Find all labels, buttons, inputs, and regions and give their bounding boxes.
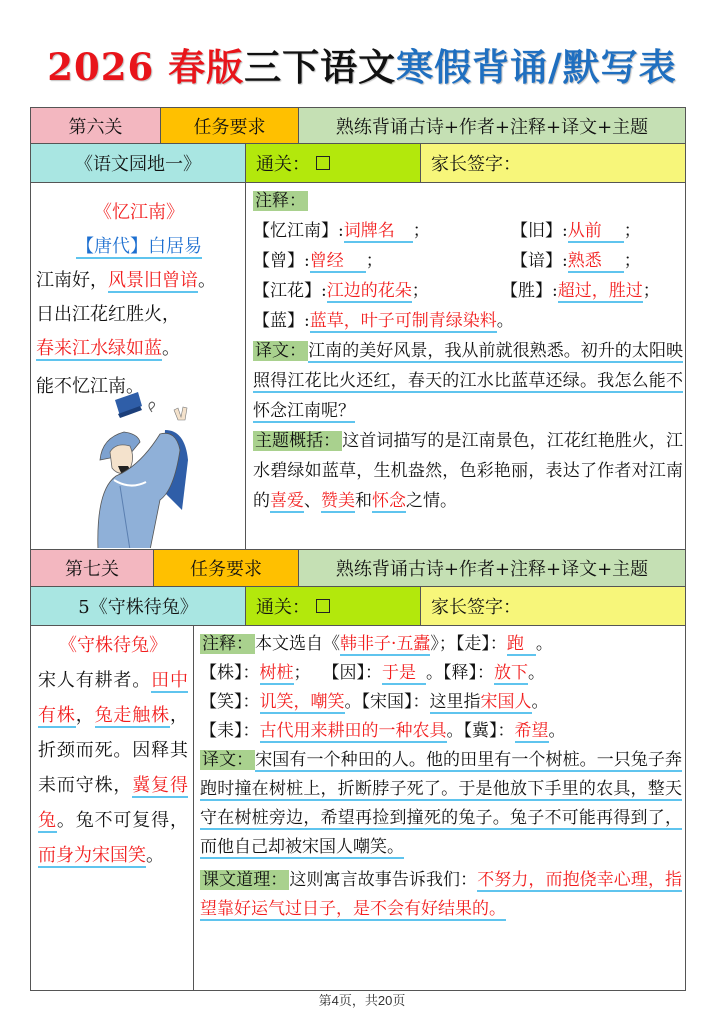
poem-text <box>36 196 242 404</box>
notes2-row-2: 【株】：树桩； 【因】：于是 。【释】：放下。 <box>200 663 545 683</box>
translation-block <box>253 336 683 426</box>
lesson-meaning-intro: 这则寓言故事告诉我们： <box>289 870 478 890</box>
translation-text-2: 宋国有一个种田的人。他的田里有一个树桩。一只兔子奔跑时撞在树桩上，折断脖子死了。于是他放下手里的农具，整天守在树桩旁边，希望再捡到撞死的兔子。兔子不可能再得到了，而他自己却被宋国人嘲笑。 <box>200 750 683 857</box>
notes-row-1: 【忆江南】:词牌名 ； 【旧】:从前 ； <box>253 221 641 241</box>
pass-label-2: 通关： <box>256 597 310 618</box>
pass-checkbox-2[interactable] <box>316 599 330 613</box>
title-year-edition: 2026 春版 <box>47 45 245 89</box>
pass-cell <box>245 143 421 183</box>
notes-row-2: 【曾】:曾经 ； 【谙】:熟悉 ； <box>253 251 641 271</box>
notes2-row-3: 【笑】：讥笑，嘲笑。【宋国】：这里指宋国人。 <box>200 692 549 712</box>
notes-row-4: 【蓝】:蓝草，叶子可制青绿染料。 <box>253 311 514 331</box>
parent-sign-label: 家长签字： <box>431 154 521 175</box>
pass-checkbox[interactable] <box>316 156 330 170</box>
lesson-meaning-answer: 不努力，而抱侥幸心理，指望靠好运气过日子，是不会有好结果的。 <box>200 870 683 919</box>
translation-block-2 <box>200 746 682 862</box>
text-body: 宋人有耕者。田中有株，兔走触株，折颈而死。因释其耒而守株，冀复得兔。兔不可复得，而身为宋国笑。 <box>38 670 189 866</box>
notes-content-2 <box>200 630 682 924</box>
theme-block: 主题概括： 这首词描写的是江南景色，江花红艳胜火，江水碧绿如蓝草，生机盎然，色彩艳丽，表达了作者对江南的喜爱、赞美和怀念之情。 <box>253 431 684 511</box>
pass-cell-2 <box>245 586 421 626</box>
level-label-2: 第七关 <box>30 549 154 587</box>
pass-label: 通关： <box>256 154 310 175</box>
poem-author-line <box>36 230 242 264</box>
page-number: 第4页，共20页 <box>318 993 406 1008</box>
poem-line-3: 春来江水绿如蓝。 <box>36 338 180 359</box>
translation-label: 译文： <box>255 341 307 361</box>
poem-dynasty: 【唐代】 <box>76 236 148 257</box>
poem-line-1: 江南好，风景旧曾谙。 <box>36 270 216 291</box>
parent-sign-label-2: 家长签字： <box>431 597 521 618</box>
translation-label-2: 译文： <box>202 750 254 770</box>
lesson-meaning-block <box>200 866 682 924</box>
classical-text <box>38 628 188 873</box>
lesson-title-2: 5《守株待兔》 <box>30 586 246 626</box>
requirement-text-2: 熟练背诵古诗+作者+注释+译文+主题 <box>298 549 686 587</box>
title-task: 寒假背诵/默写表 <box>396 45 677 89</box>
page-title <box>0 42 724 92</box>
notes-content <box>253 186 683 516</box>
notes-label: 注释： <box>255 191 306 211</box>
parent-sign-cell-2 <box>420 586 686 626</box>
title-subject: 三下语文 <box>244 45 397 89</box>
poem-title: 《忆江南》 <box>94 202 184 223</box>
notes2-row-1: 注释： 本文选自《韩非子·五蠹》；【走】：跑 。 <box>202 634 553 654</box>
notes2-row-4: 【耒】：古代用来耕田的一种农具。【冀】：希望。 <box>200 721 566 741</box>
theme-label: 主题概括： <box>255 431 341 451</box>
lesson-title: 《语文园地一》 <box>30 143 246 183</box>
poem-line-4: 能不忆江南。 <box>36 376 144 397</box>
notes-label-2: 注释： <box>202 634 253 654</box>
lesson-meaning-label: 课文道理： <box>202 870 288 890</box>
level-label: 第六关 <box>30 107 161 144</box>
notes-row-3: 【江花】:江边的花朵； 【胜】:超过，胜过； <box>253 281 660 301</box>
task-label: 任务要求 <box>160 107 299 144</box>
poem-line-2: 日出江花红胜火， <box>36 304 180 325</box>
theme-text: 这首词描写的是江南景色，江花红艳胜火，江水碧绿如蓝草，生机盎然，色彩艳丽，表达了作者对江南的 <box>253 431 684 511</box>
poet-illustration <box>90 390 200 548</box>
poem-author: 白居易 <box>148 236 202 257</box>
text-title: 《守株待兔》 <box>59 635 167 656</box>
requirement-text: 熟练背诵古诗+作者+注释+译文+主题 <box>298 107 686 144</box>
parent-sign-cell <box>420 143 686 183</box>
task-label-2: 任务要求 <box>153 549 299 587</box>
translation-text: 江南的美好风景，我从前就很熟悉。初升的太阳映照得江花比火还红，春天的江水比蓝草还绿。我怎么能不怀念江南呢？ <box>253 341 683 421</box>
